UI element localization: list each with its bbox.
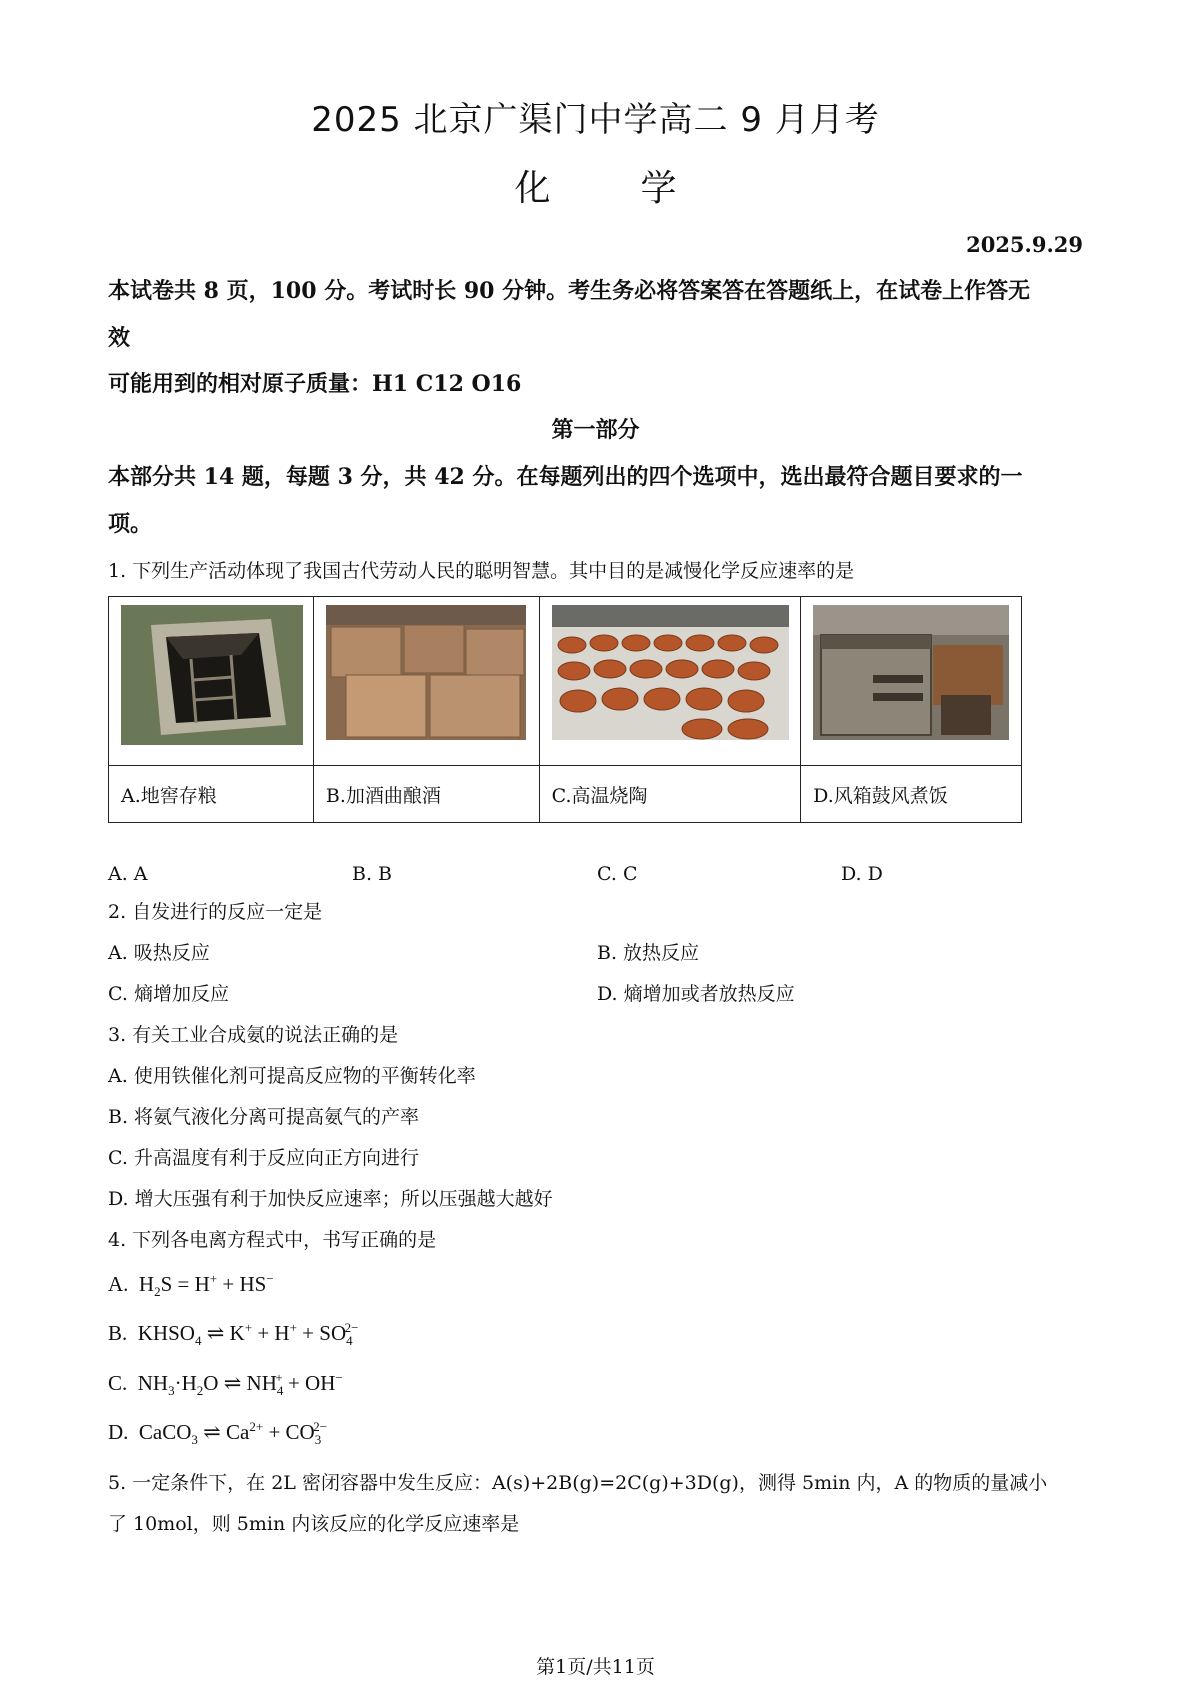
subject-char-2: 学 xyxy=(640,168,677,209)
subject-char-1: 化 xyxy=(514,168,551,209)
part-desc-line-1: 本部分共 14 题，每题 3 分，共 42 分。在每题列出的四个选项中，选出最符合题目要求的一 xyxy=(108,464,1023,490)
q4-equation-a: $H_2S = H^+ + HS^-$ xyxy=(133,1271,274,1300)
question-1-image-table xyxy=(108,596,1022,823)
q3-choice-c: C. 升高温度有利于反应向正方向进行 xyxy=(108,1147,419,1169)
q1-choice-c: C. C xyxy=(597,863,638,885)
q4-equation-b: $KHSO_4$ ⇌ $K^+ + H^+ + SO_4^{2-}$ xyxy=(132,1320,359,1349)
page-number: 第1页/共11页 xyxy=(536,1656,655,1678)
q4-label-d: D. xyxy=(108,1420,129,1444)
instructions-line-1: 本试卷共 8 页，100 分。考试时长 90 分钟。考生务必将答案答在答题纸上，在试卷上作答无 xyxy=(108,278,1031,304)
q1-choice-d: D. D xyxy=(841,863,883,885)
q2-choice-a: A. 吸热反应 xyxy=(108,942,210,964)
q4-equation-c: $NH_3\cdot H_2O$ ⇌ $NH_4^+ + OH^-$ xyxy=(132,1370,343,1399)
subject-heading xyxy=(0,160,1191,211)
q4-equation-d: CaCO$_3$ ⇌ $Ca^{2+} + CO_3^{2-}$ xyxy=(133,1419,328,1448)
cellar-image xyxy=(121,605,303,745)
bellows-image xyxy=(813,605,1009,740)
option-c-caption: C.高温烧陶 xyxy=(539,766,801,823)
question-5-line-2: 了 10mol，则 5min 内该反应的化学反应速率是 xyxy=(108,1513,520,1535)
q4-label-c: C. xyxy=(108,1371,128,1395)
exam-date: 2025.9.29 xyxy=(966,232,1083,257)
question-1-stem: 1. 下列生产活动体现了我国古代劳动人民的聪明智慧。其中目的是减慢化学反应速率的是 xyxy=(108,560,855,582)
option-a-image-cell xyxy=(109,597,314,766)
option-a-caption: A.地窖存粮 xyxy=(109,766,314,823)
instructions-line-2: 效 xyxy=(108,325,131,351)
q4-choice-d xyxy=(108,1419,327,1448)
q2-choice-c: C. 熵增加反应 xyxy=(108,983,229,1005)
option-b-caption: B.加酒曲酿酒 xyxy=(313,766,539,823)
q3-choice-d: D. 增大压强有利于加快反应速率；所以压强越大越好 xyxy=(108,1188,553,1210)
q3-choice-b: B. 将氨气液化分离可提高氨气的产率 xyxy=(108,1106,420,1128)
atomic-mass-line: 可能用到的相对原子质量：H1 C12 O16 xyxy=(108,371,522,397)
option-d-image-cell xyxy=(801,597,1022,766)
q4-choice-c xyxy=(108,1370,343,1399)
part-heading: 第一部分 xyxy=(551,417,640,443)
option-c-image-cell xyxy=(539,597,801,766)
q4-label-b: B. xyxy=(108,1321,128,1345)
option-d-caption: D.风箱鼓风煮饭 xyxy=(801,766,1022,823)
question-4-stem: 4. 下列各电离方程式中，书写正确的是 xyxy=(108,1229,437,1251)
q2-choice-d: D. 熵增加或者放热反应 xyxy=(597,983,795,1005)
pottery-kiln-image xyxy=(552,605,789,740)
question-3-stem: 3. 有关工业合成氨的说法正确的是 xyxy=(108,1024,399,1046)
q1-choice-b: B. B xyxy=(352,863,393,885)
part-desc-line-2: 项。 xyxy=(108,511,153,537)
q4-choice-a xyxy=(108,1271,274,1300)
q3-choice-a: A. 使用铁催化剂可提高反应物的平衡转化率 xyxy=(108,1065,476,1087)
q2-choice-b: B. 放热反应 xyxy=(597,942,700,964)
option-b-image-cell xyxy=(313,597,539,766)
q4-choice-b xyxy=(108,1320,358,1349)
question-2-stem: 2. 自发进行的反应一定是 xyxy=(108,901,323,923)
wine-yeast-image xyxy=(326,605,526,740)
q1-choice-a: A. A xyxy=(108,863,148,885)
exam-title: 2025 北京广渠门中学高二 9 月月考 xyxy=(311,100,880,140)
question-5-line-1: 5. 一定条件下，在 2L 密闭容器中发生反应：A(s)+2B(g)=2C(g)+3D(g)，测得 5min 内，A 的物质的量减小 xyxy=(108,1472,1048,1494)
q4-label-a: A. xyxy=(108,1272,129,1296)
